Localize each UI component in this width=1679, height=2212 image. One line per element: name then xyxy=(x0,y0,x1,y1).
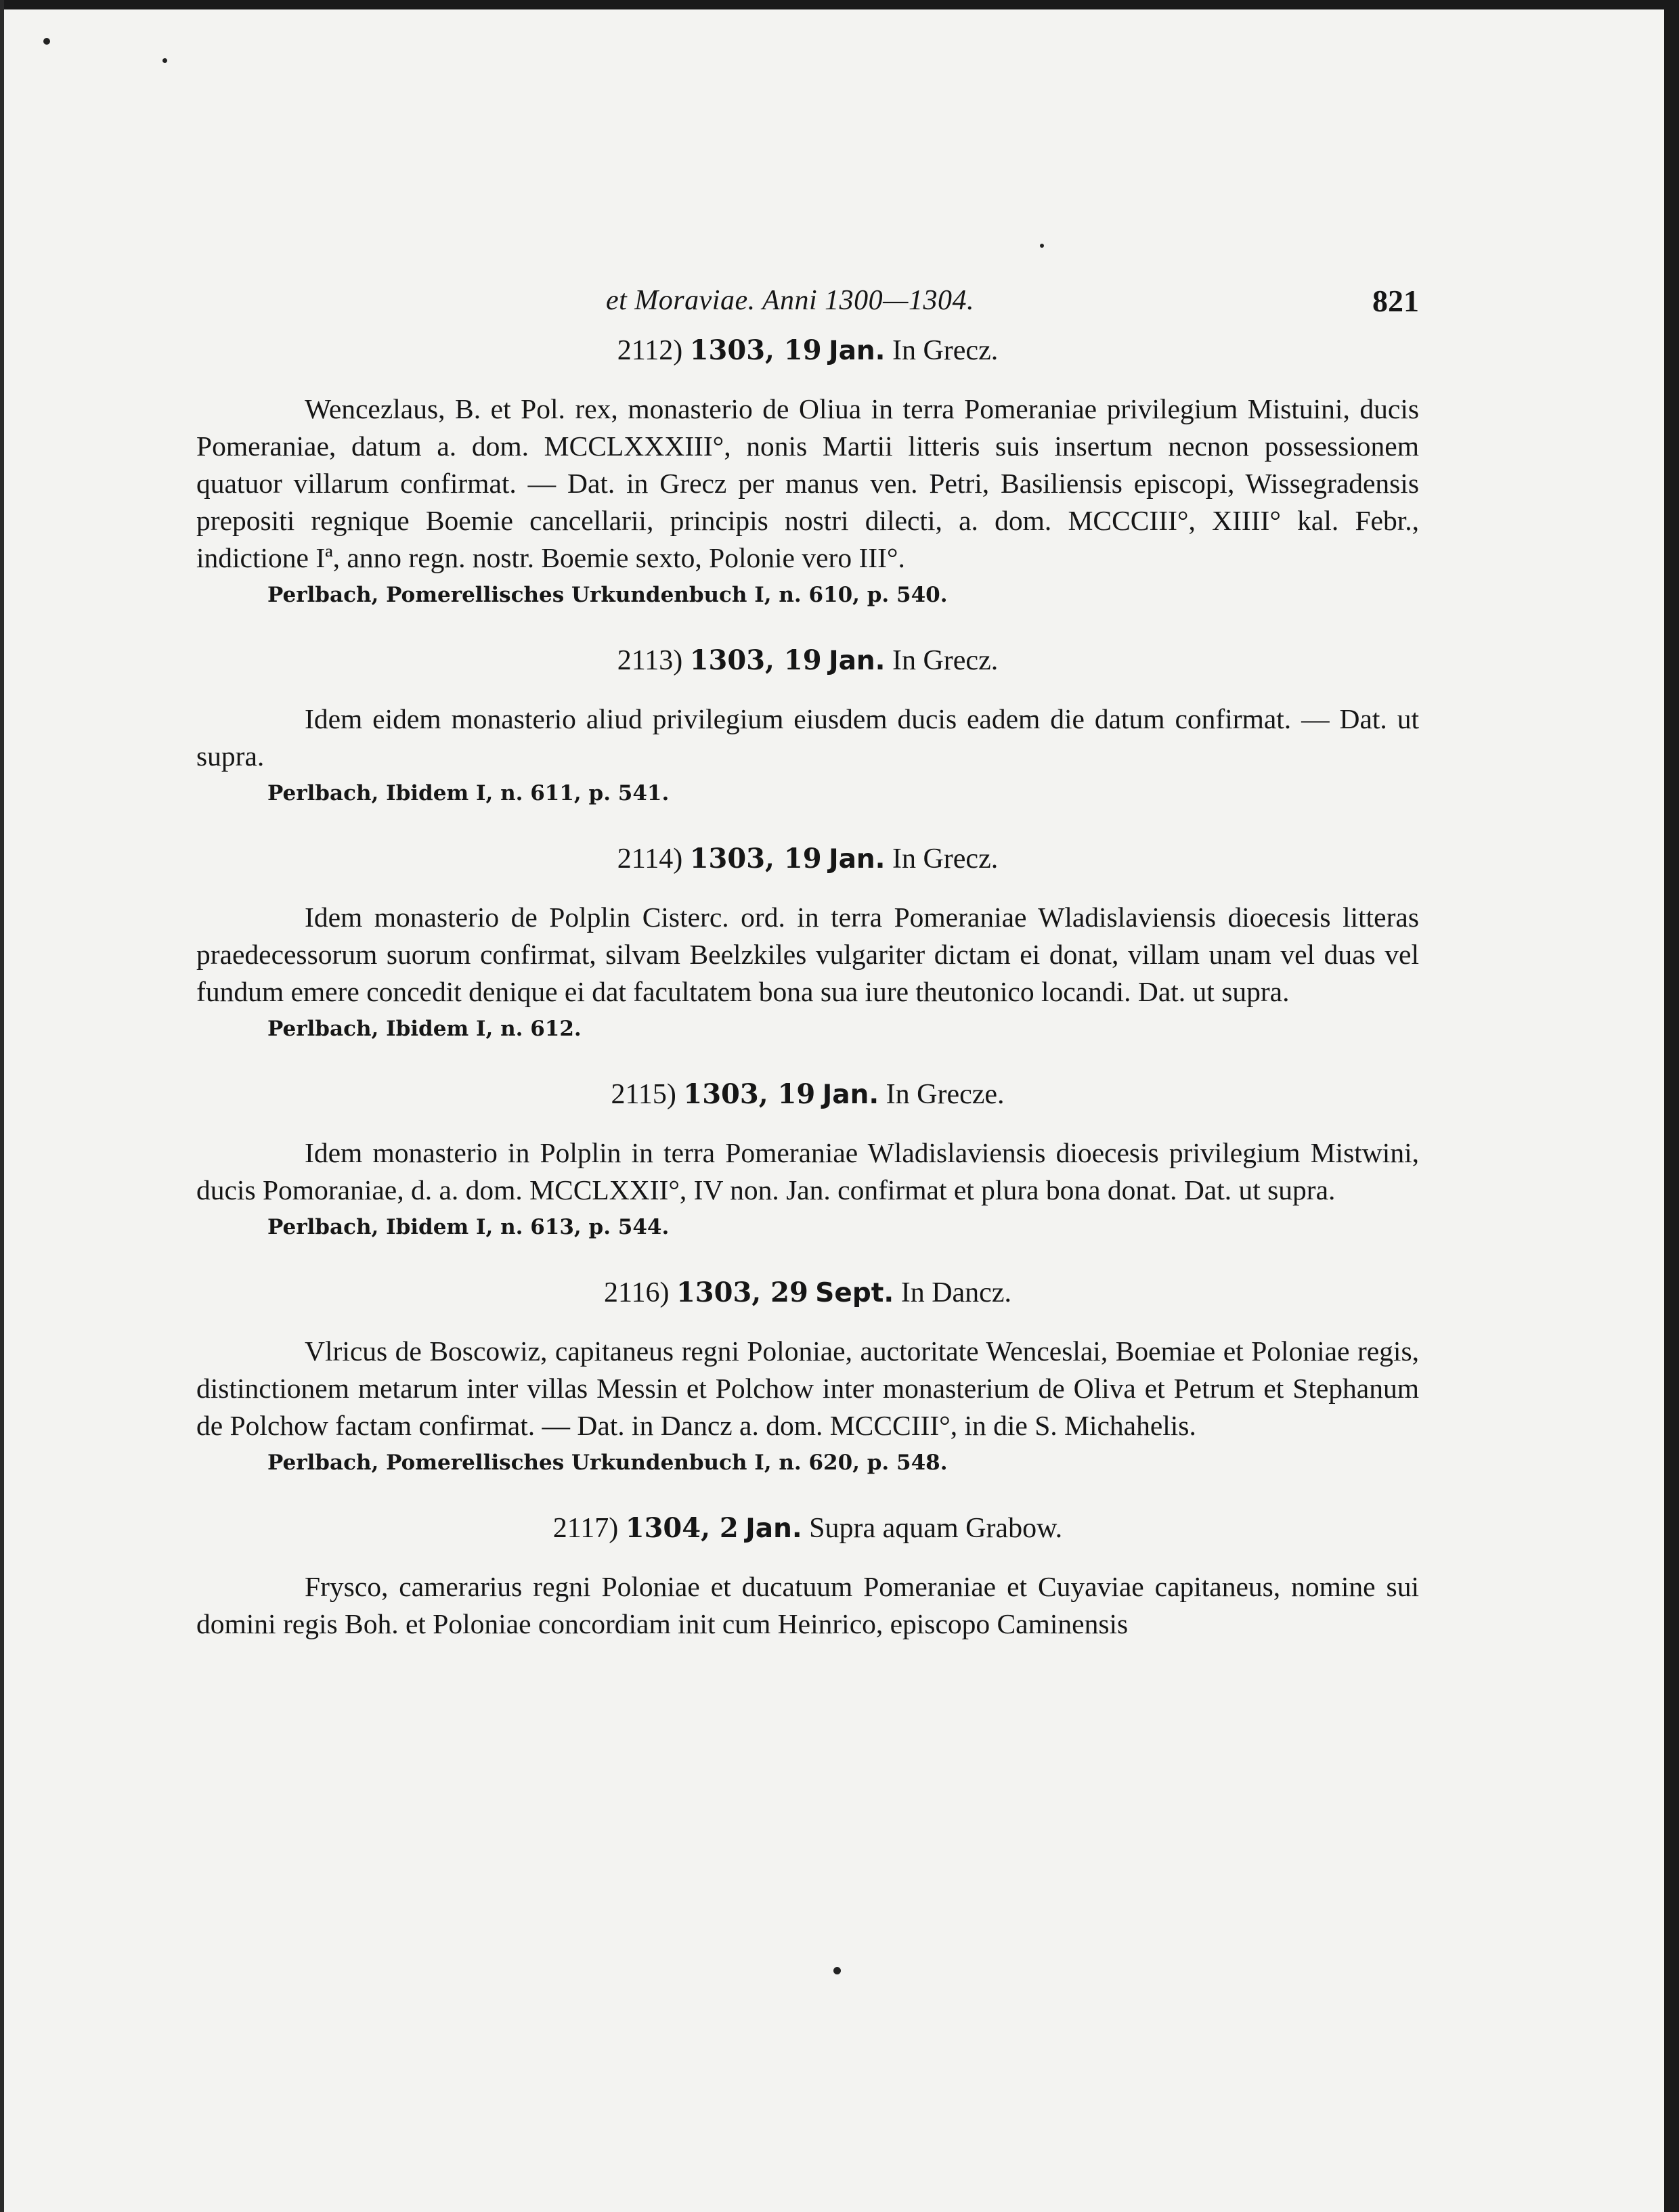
scan-speck xyxy=(162,58,167,63)
scan-edge-right xyxy=(1664,0,1679,2212)
entry-date: 1303, 19 xyxy=(683,1078,816,1110)
entry-place: In Dancz. xyxy=(900,1277,1011,1308)
entry-heading xyxy=(196,1509,1419,1548)
entry-number: 2117) xyxy=(552,1513,619,1544)
entry-place: In Grecz. xyxy=(892,843,999,875)
entry-heading xyxy=(196,1076,1419,1114)
scan-edge-top xyxy=(0,0,1679,9)
running-head xyxy=(196,284,1419,332)
entry-number: 2113) xyxy=(617,645,683,676)
entry-heading xyxy=(196,642,1419,680)
entry-body: Idem monasterio in Polplin in terra Pomeraniae Wladislaviensis dioecesis privilegium Mistwini, ducis Pomoraniae, d. a. dom. MCCLXXII°, IV non. Jan. confirmat et plura bona donat. Dat. ut supra. xyxy=(196,1137,1419,1205)
entry-date: 1303, 19 xyxy=(689,644,822,676)
scan-speck xyxy=(1040,244,1044,248)
entry-source: Perlbach, Ibidem I, n. 613, p. 544. xyxy=(267,1215,670,1239)
entry-source: Perlbach, Ibidem I, n. 612. xyxy=(267,1017,582,1041)
scan-speck xyxy=(833,1967,841,1974)
entry-heading xyxy=(196,1274,1419,1312)
entry-heading xyxy=(196,840,1419,879)
document-entry xyxy=(196,1509,1419,1643)
entry-source: Perlbach, Pomerellisches Urkundenbuch I, n. 620, p. 548. xyxy=(267,1451,948,1475)
entry-month: Jan. xyxy=(829,336,886,366)
entry-date: 1303, 19 xyxy=(689,334,822,366)
running-title: et Moraviae. Anni 1300—1304. xyxy=(606,285,975,316)
entry-heading xyxy=(196,332,1419,370)
entry-source: Perlbach, Ibidem I, n. 611, p. 541. xyxy=(267,781,670,805)
scan-speck xyxy=(43,38,50,45)
entry-body: Vlricus de Boscowiz, capitaneus regni Poloniae, auctoritate Wenceslai, Boemiae et Poloniae regis, distinctionem metarum inter villas Messin et Polchow inter monasterium de Oliva et Petrum et Stephanum de Polchow factam confirmat. — Dat. in Dancz a. dom. MCCCIII°, in die S. Michahelis. xyxy=(196,1335,1419,1441)
document-entry xyxy=(196,1076,1419,1241)
entry-number: 2115) xyxy=(611,1079,676,1110)
entry-body: Idem monasterio de Polplin Cisterc. ord. in terra Pomeraniae Wladislaviensis dioecesis litteras praedecessorum suorum confirmat, silvam Beelzkiles vulgariter dictam ei donat, villam unam vel duas vel fundum emere concedit denique ei dat facultatem bona sua iure theutonico locandi. Dat. ut supra. xyxy=(196,902,1419,1007)
entry-place: In Grecze. xyxy=(886,1079,1005,1110)
entry-month: Jan. xyxy=(829,646,886,676)
entry-month: Jan. xyxy=(822,1080,879,1110)
entry-number: 2116) xyxy=(604,1277,670,1308)
entry-month: Sept. xyxy=(815,1278,894,1308)
document-entry xyxy=(196,332,1419,609)
entry-body: Frysco, camerarius regni Poloniae et ducatuum Pomeraniae et Cuyaviae capitaneus, nomine sui domini regis Boh. et Poloniae concordiam init cum Heinrico, episcopo Caminensis xyxy=(196,1571,1419,1639)
entry-body: Wencezlaus, B. et Pol. rex, monasterio de Oliua in terra Pomeraniae privilegium Mistuini, ducis Pomeraniae, datum a. dom. MCCLXXXIII°, nonis Martii litteris suis insertum necnon possessionem quatuor villarum confirmat. — Dat. in Grecz per manus ven. Petri, Basiliensis episcopi, Wissegradensis prepositi regnique Boemie cancellarii, principis nostri dilecti, a. dom. MCCCIII°, XIIII° kal. Febr., indictione Iª, anno regn. nostr. Boemie sexto, Polonie vero III°. xyxy=(196,393,1419,573)
entry-date: 1303, 29 xyxy=(676,1277,808,1308)
scan-edge-left xyxy=(0,0,4,2212)
document-entry xyxy=(196,840,1419,1043)
entry-source: Perlbach, Pomerellisches Urkundenbuch I, n. 610, p. 540. xyxy=(267,583,948,607)
document-entry xyxy=(196,1274,1419,1477)
entry-date: 1303, 19 xyxy=(689,843,822,875)
entry-month: Jan. xyxy=(745,1513,802,1544)
entry-body: Idem eidem monasterio aliud privilegium eiusdem ducis eadem die datum confirmat. — Dat. ut supra. xyxy=(196,703,1419,772)
entry-month: Jan. xyxy=(829,844,886,875)
entry-number: 2114) xyxy=(617,843,683,875)
entry-date: 1304, 2 xyxy=(625,1512,739,1544)
entry-place: In Grecz. xyxy=(892,335,999,366)
page-number: 821 xyxy=(1372,284,1419,318)
document-page xyxy=(196,284,1419,1643)
entry-place: Supra aquam Grabow. xyxy=(809,1513,1063,1544)
document-entry xyxy=(196,642,1419,808)
entry-place: In Grecz. xyxy=(892,645,999,676)
entry-number: 2112) xyxy=(617,335,683,366)
